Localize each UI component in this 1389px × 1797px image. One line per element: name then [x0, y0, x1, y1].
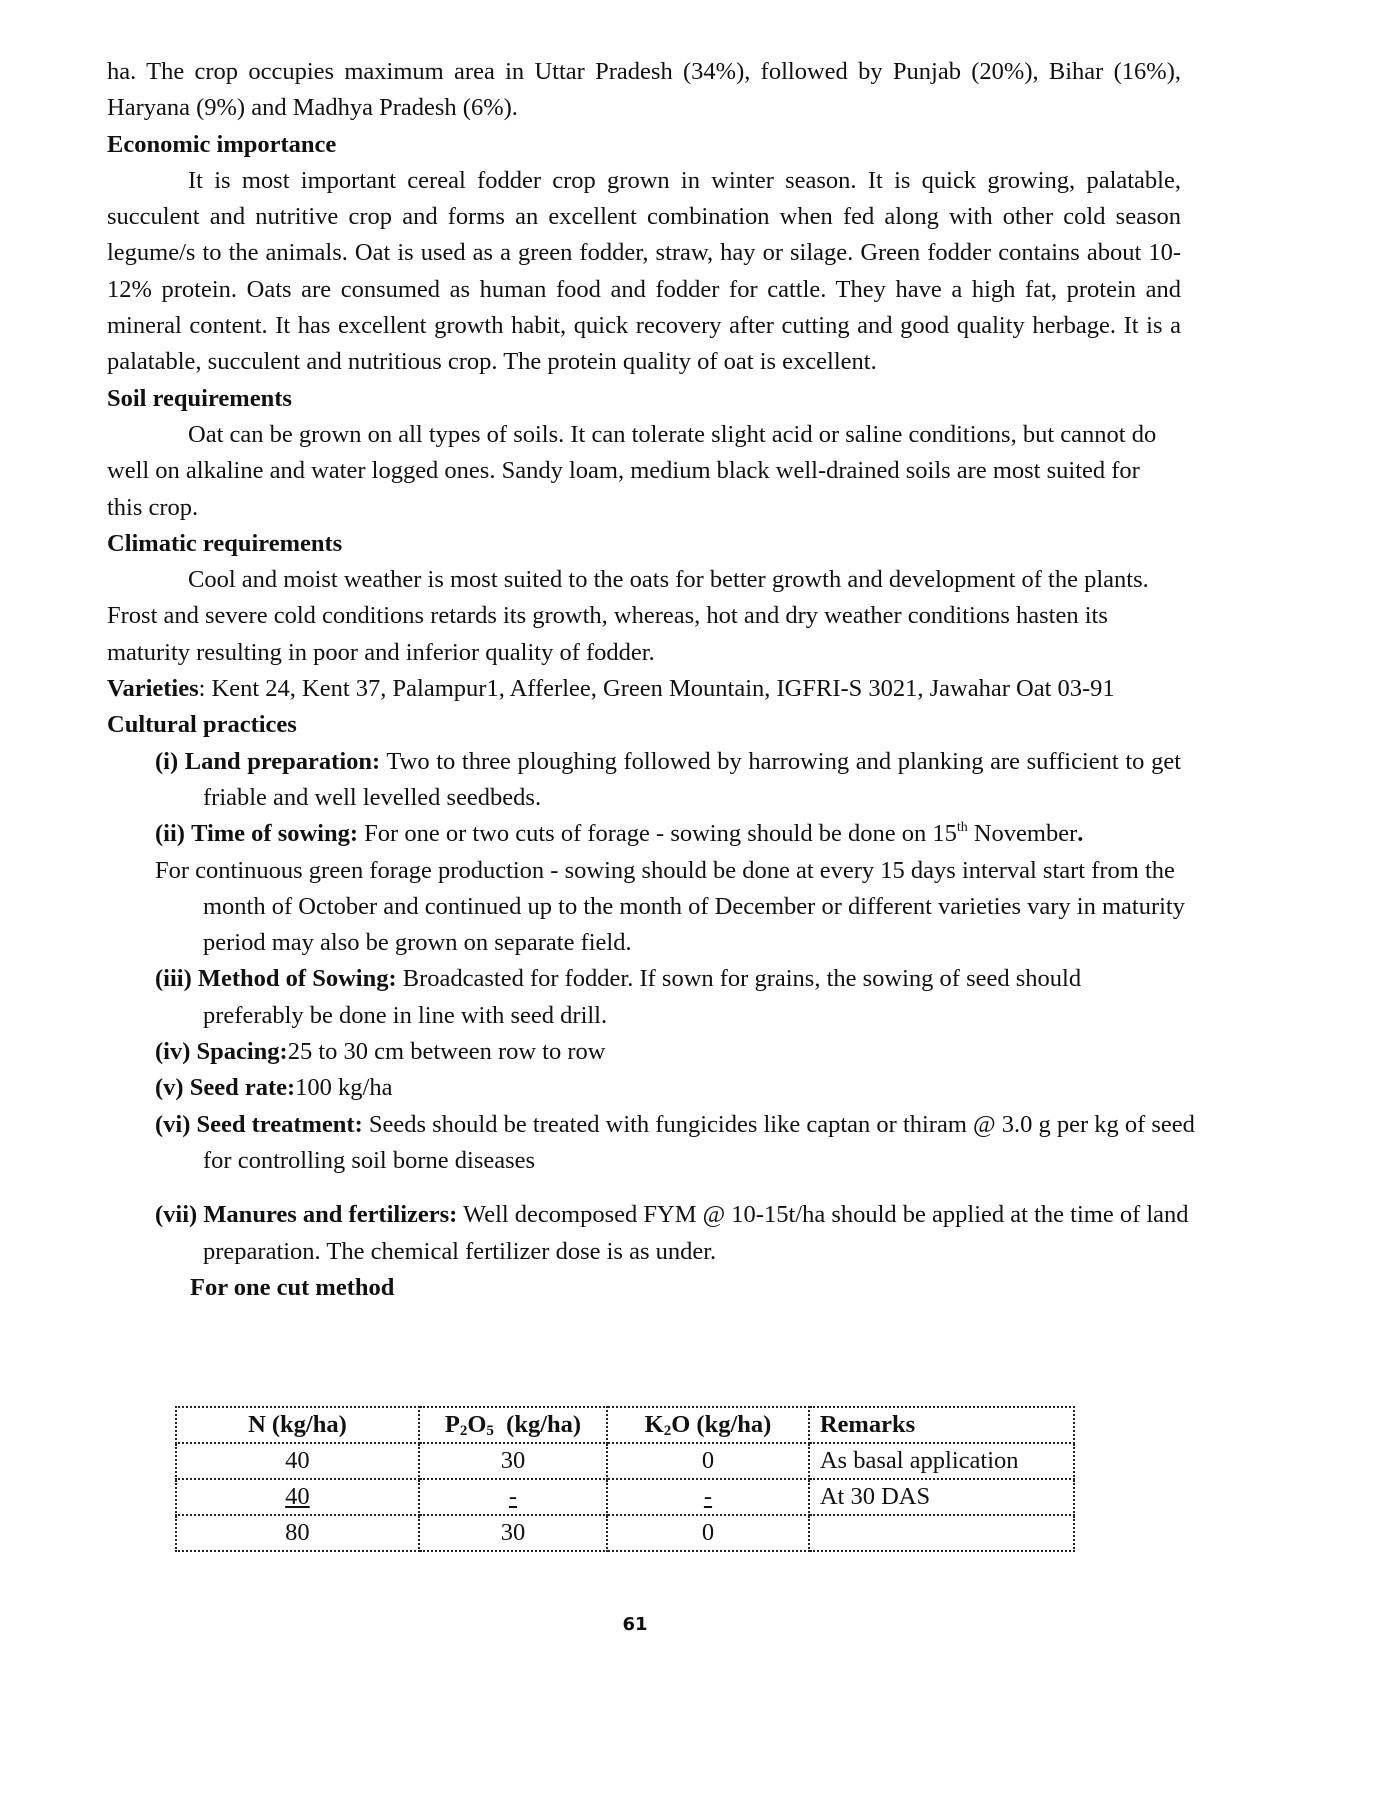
list-item-title: Time of sowing: — [191, 820, 359, 848]
intro-paragraph: ha. The crop occupies maximum area in Uttar Pradesh (34%), followed by Punjab (20%), Bihar (16%), Haryana (9%) and Madhya Pradesh (6%). — [107, 58, 1181, 122]
list-item-continuous-forage — [155, 853, 1213, 962]
cell-k2o: - — [607, 1479, 809, 1515]
heading-cultural-practices: Cultural practices — [107, 711, 297, 739]
list-marker: (ii) — [155, 820, 185, 848]
soil-requirements-paragraph: Oat can be grown on all types of soils. It can tolerate slight acid or saline conditions, but cannot do well on alkaline and water logged ones. Sandy loam, medium black well-drained soils are most suited for this crop. — [107, 420, 1157, 521]
list-item-title: Seed treatment: — [196, 1110, 363, 1138]
heading-climatic-requirements: Climatic requirements — [107, 529, 343, 557]
list-item-manures-fertilizers — [155, 1197, 1223, 1270]
list-item-spacing — [155, 1034, 1181, 1070]
cell-p2o5: - — [419, 1479, 607, 1515]
list-item-title: Land preparation: — [184, 747, 381, 775]
list-marker: (iv) — [155, 1038, 191, 1066]
heading-soil-requirements: Soil requirements — [107, 384, 292, 412]
list-item-method-of-sowing — [155, 961, 1163, 1034]
cell-n: 80 — [176, 1515, 419, 1551]
economic-importance-paragraph: It is most important cereal fodder crop grown in winter season. It is quick growing, palatable, succulent and nutritive crop and forms an excellent combination when fed along with other cold season legume/s to the animals. Oat is used as a green fodder, straw, hay or silage. Green fodder contains about 10-12% protein. Oats are consumed as human food and fodder for cattle. They have a high fat, protein and mineral content. It has excellent growth habit, quick recovery after cutting and good quality herbage. It is a palatable, succulent and nutritious crop. The protein quality of oat is excellent. — [107, 166, 1181, 376]
table-row — [176, 1479, 1074, 1515]
table-row — [176, 1515, 1074, 1551]
list-item-title: Spacing: — [196, 1038, 288, 1066]
list-item-text: For one or two cuts of forage - sowing should be done on 15 — [358, 820, 957, 848]
varieties-list: : Kent 24, Kent 37, Palampur1, Afferlee, Green Mountain, IGFRI-S 3021, Jawahar Oat 03-91 — [198, 675, 1115, 703]
page-number: 61 — [622, 1614, 648, 1635]
column-header-p2o5: $P_2O_5$ (kg/ha) — [419, 1407, 607, 1443]
cell-remarks: As basal application — [809, 1443, 1074, 1479]
list-item-land-preparation — [155, 744, 1181, 817]
list-item-period: . — [1077, 820, 1084, 848]
list-marker: (vii) — [155, 1201, 198, 1229]
list-item-title: Seed rate: — [189, 1074, 296, 1102]
column-header-remarks: Remarks — [809, 1407, 1074, 1443]
varieties-paragraph — [107, 671, 1157, 707]
list-marker: (i) — [155, 747, 179, 775]
list-marker: (vi) — [155, 1110, 191, 1138]
list-item-title: Manures and fertilizers: — [203, 1201, 458, 1229]
list-item-text: 100 kg/ha — [295, 1074, 393, 1102]
cell-p2o5: 30 — [419, 1443, 607, 1479]
superscript-th: th — [956, 820, 968, 836]
climatic-requirements-paragraph: Cool and moist weather is most suited to the oats for better growth and development of the plants. Frost and severe cold conditions retards its growth, whereas, hot and dry weather conditions hasten its maturity resulting in poor and inferior quality of fodder. — [107, 566, 1149, 666]
list-item-text-tail: November — [967, 820, 1078, 848]
heading-economic-importance: Economic importance — [107, 130, 337, 158]
list-item-text: Well decomposed FYM @ 10-15t/ha should be applied at the time of land preparation. The chemical fertilizer dose is as under. — [203, 1201, 1189, 1265]
column-header-n: N (kg/ha) — [176, 1407, 419, 1443]
cell-p2o5: 30 — [419, 1515, 607, 1551]
list-item-title: Method of Sowing: — [197, 965, 397, 993]
fertilizer-dose-table — [175, 1406, 1075, 1552]
table-caption: For one cut method — [190, 1273, 395, 1301]
list-item-text: For continuous green forage production - sowing should be done at every 15 days interval start from the month of October and continued up to the month of December or different varieties vary in maturity period may also be grown on separate field. — [155, 856, 1185, 957]
spacer — [107, 1179, 1181, 1197]
list-item-seed-rate — [155, 1070, 1181, 1106]
table-header-row — [176, 1407, 1074, 1443]
cell-remarks — [809, 1515, 1074, 1551]
list-item-text: Seeds should be treated with fungicides like captan or thiram @ 3.0 g per kg of seed for controlling soil borne diseases — [203, 1110, 1195, 1174]
varieties-label: Varieties — [107, 675, 199, 703]
cell-k2o: 0 — [607, 1515, 809, 1551]
cell-n: 40 — [176, 1443, 419, 1479]
table-row — [176, 1443, 1074, 1479]
list-marker: (iii) — [155, 965, 192, 993]
list-item-text: Broadcasted for fodder. If sown for grains, the sowing of seed should preferably be done in line with seed drill. — [203, 965, 1082, 1029]
cell-n: 40 — [176, 1479, 419, 1515]
cell-k2o: 0 — [607, 1443, 809, 1479]
column-header-k2o: $K_2O$ (kg/ha) — [607, 1407, 809, 1443]
list-marker: (v) — [155, 1074, 184, 1102]
list-item-text: Two to three ploughing followed by harrowing and planking are sufficient to get friable and well levelled seedbeds. — [203, 747, 1181, 811]
list-item-text: 25 to 30 cm between row to row — [287, 1038, 606, 1066]
cell-remarks: At 30 DAS — [809, 1479, 1074, 1515]
list-item-seed-treatment — [155, 1107, 1203, 1180]
list-item-time-of-sowing — [155, 816, 1181, 852]
document-page — [107, 54, 1195, 1306]
